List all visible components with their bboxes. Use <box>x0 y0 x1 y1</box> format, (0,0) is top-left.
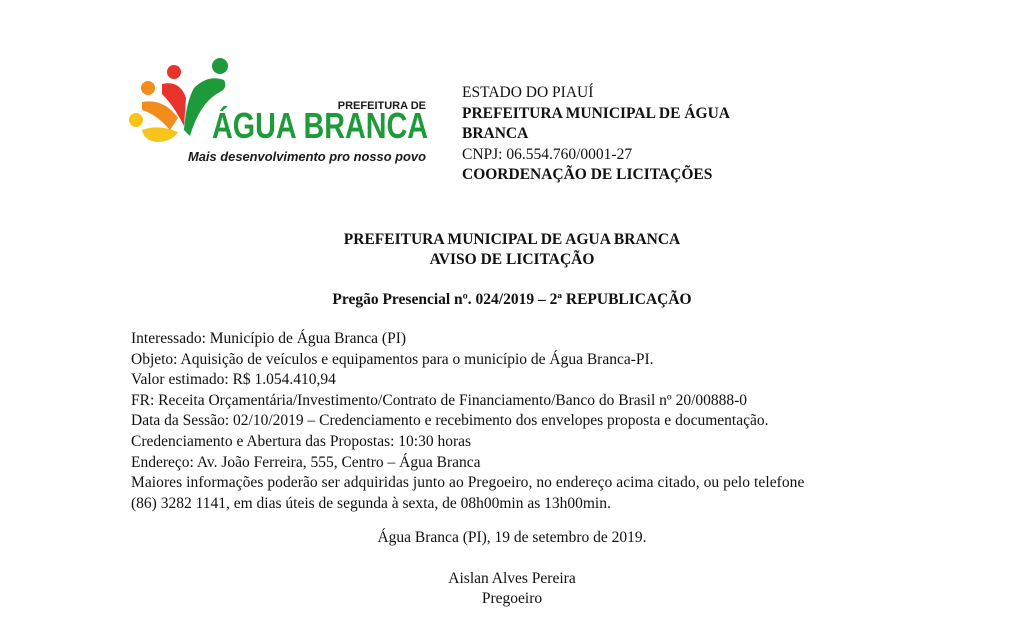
objeto-line: Objeto: Aquisição de veículos e equipamentos para o município de Água Branca-PI. <box>131 350 654 368</box>
logo-name-text: ÁGUA BRANCA <box>212 105 428 146</box>
logo-orange-head <box>141 81 155 95</box>
logo-yellow-head <box>129 113 143 127</box>
prefeitura-logo <box>128 58 430 170</box>
valor-line: Valor estimado: R$ 1.054.410,94 <box>131 371 336 389</box>
endereco-line: Endereço: Av. João Ferreira, 555, Centro – Água Branca <box>131 453 481 471</box>
signature-block <box>0 569 1024 609</box>
department-name: COORDENAÇÃO DE LICITAÇÕES <box>462 166 713 183</box>
fr-line: FR: Receita Orçamentária/Investimento/Contrato de Financiamento/Banco do Brasil nº 20/00888-0 <box>131 391 748 409</box>
prefecture-name-line2: BRANCA <box>462 125 529 142</box>
prefecture-name-line1: PREFEITURA MUNICIPAL DE ÁGUA <box>462 104 730 122</box>
signer-name: Aislan Alves Pereira <box>448 570 576 587</box>
data-sessao-line: Data da Sessão: 02/10/2019 – Credenciamento e recebimento dos envelopes proposta e documentação. <box>131 412 769 430</box>
logo-prefix-text: PREFEITURA DE <box>337 100 426 112</box>
signer-role: Pregoeiro <box>481 590 543 607</box>
state-name: ESTADO DO PIAUÍ <box>462 84 594 101</box>
logo-red-head <box>167 65 181 79</box>
notice-title-line1: PREFEITURA MUNICIPAL DE AGUA BRANCA <box>343 231 681 248</box>
pregao-heading: Pregão Presencial nº. 024/2019 – 2ª REPUBLICAÇÃO <box>332 291 692 308</box>
logo-slogan-text: Mais desenvolvimento pro nosso povo <box>188 150 427 164</box>
cnpj: CNPJ: 06.554.760/0001-27 <box>462 145 633 163</box>
logo-graphic <box>128 58 430 170</box>
notice-title <box>0 230 1024 270</box>
document-header <box>462 83 792 186</box>
logo-yellow-body <box>142 127 178 142</box>
maiores-informacoes-line2: (86) 3282 1141, em dias úteis de segunda à sexta, de 08h00min as 13h00min. <box>131 494 611 512</box>
logo-green-head <box>212 58 228 74</box>
credenciamento-line: Credenciamento e Abertura das Propostas: 10:30 horas <box>131 432 472 450</box>
notice-title-line2: AVISO DE LICITAÇÃO <box>429 251 595 268</box>
place-date: Água Branca (PI), 19 de setembro de 2019. <box>377 529 647 546</box>
notice-details <box>131 329 899 514</box>
maiores-informacoes-line1: Maiores informações poderão ser adquiridas junto ao Pregoeiro, no endereço acima citado, ou pelo telefone <box>131 474 805 492</box>
interessado-line: Interessado: Município de Água Branca (PI) <box>131 330 407 347</box>
